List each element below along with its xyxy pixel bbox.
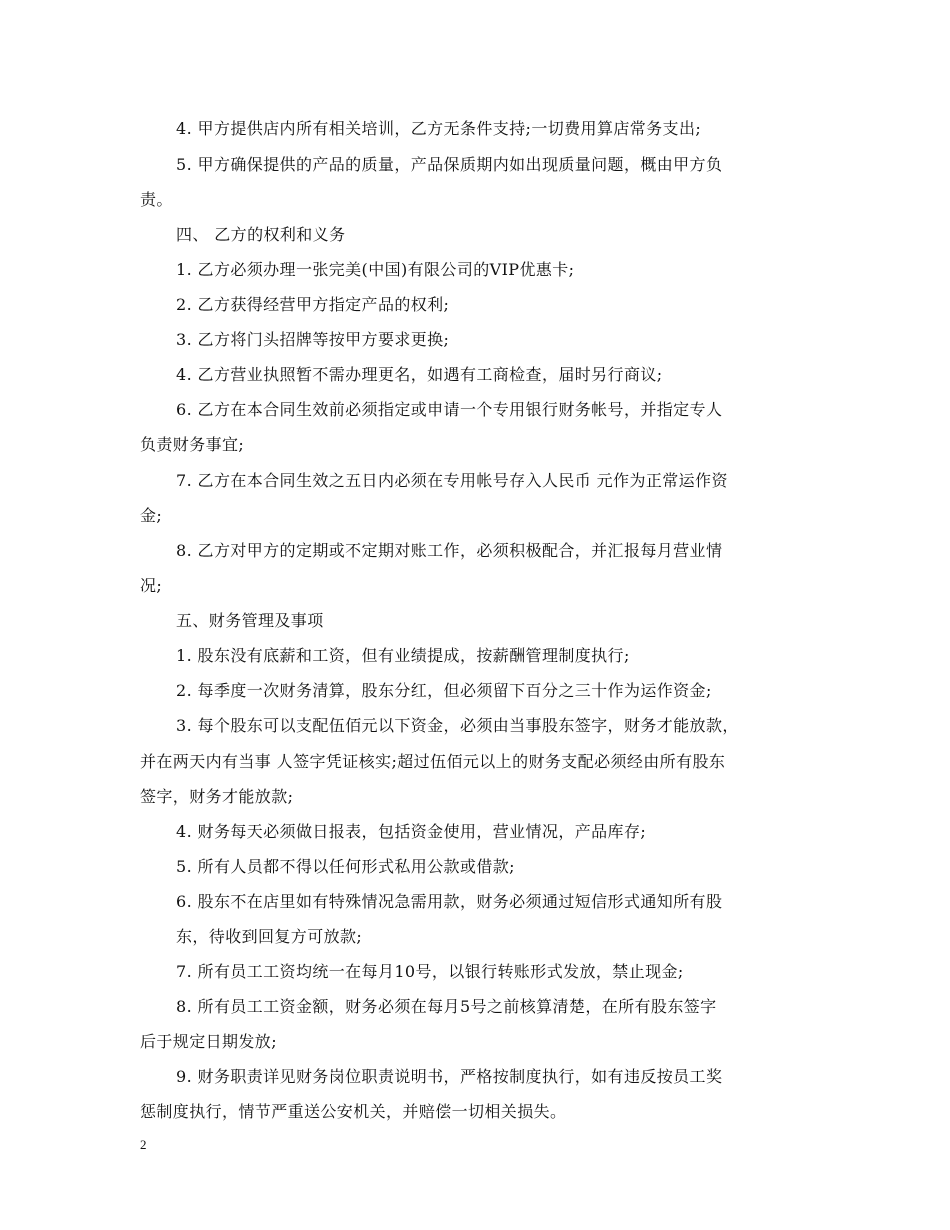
text-line: 7. 乙方在本合同生效之五日内必须在专用帐号存入人民币 元作为正常运作资: [176, 471, 728, 490]
text-line: 金;: [140, 506, 163, 525]
text-line: 4. 财务每天必须做日报表，包括资金使用，营业情况，产品库存;: [176, 822, 647, 841]
text-line: 6. 乙方在本合同生效前必须指定或申请一个专用银行财务帐号，并指定专人: [176, 400, 723, 419]
text-line: 1. 乙方必须办理一张完美(中国)有限公司的VIP优惠卡;: [176, 260, 575, 279]
text-line: 9. 财务职责详见财务岗位职责说明书，严格按制度执行，如有违反按员工奖: [176, 1067, 723, 1086]
text-line: 4. 乙方营业执照暂不需办理更名，如遇有工商检查，届时另行商议;: [176, 365, 663, 384]
text-line: 4. 甲方提供店内所有相关培训，乙方无条件支持;一切费用算店常务支出;: [176, 119, 702, 138]
text-line: 2. 每季度一次财务清算，股东分红，但必须留下百分之三十作为运作资金;: [176, 681, 712, 700]
section-heading: 五、财务管理及事项: [176, 611, 324, 630]
text-line: 1. 股东没有底薪和工资，但有业绩提成，按薪酬管理制度执行;: [176, 646, 630, 665]
text-line: 8. 乙方对甲方的定期或不定期对账工作，必须积极配合，并汇报每月营业情: [176, 541, 723, 560]
text-line: 8. 所有员工工资金额，财务必须在每月5号之前核算清楚，在所有股东签字: [176, 997, 717, 1016]
text-line: 6. 股东不在店里如有特殊情况急需用款，财务必须通过短信形式通知所有股: [176, 892, 723, 911]
text-line: 后于规定日期发放;: [140, 1032, 277, 1051]
text-line: 7. 所有员工工资均统一在每月10号，以银行转账形式发放，禁止现金;: [176, 962, 684, 981]
section-heading: 四、 乙方的权利和义务: [176, 225, 346, 244]
text-line: 负责财务事宜;: [140, 435, 245, 454]
text-line: 3. 乙方将门头招牌等按甲方要求更换;: [176, 330, 450, 349]
text-line: 5. 所有人员都不得以任何形式私用公款或借款;: [176, 857, 515, 876]
text-line: 3. 每个股东可以支配伍佰元以下资金，必须由当事股东签字，财务才能放款，: [176, 716, 739, 735]
text-line: 2. 乙方获得经营甲方指定产品的权利;: [176, 295, 450, 314]
text-line: 惩制度执行，情节严重送公安机关，并赔偿一切相关损失。: [140, 1102, 567, 1121]
text-line: 东，待收到回复方可放款;: [176, 927, 363, 946]
text-line: 并在两天内有当事 人签字凭证核实;超过伍佰元以上的财务支配必须经由所有股东: [140, 752, 726, 771]
text-line: 5. 甲方确保提供的产品的质量，产品保质期内如出现质量问题，概由甲方负: [176, 155, 723, 174]
text-line: 签字，财务才能放款;: [140, 787, 294, 806]
page-number: 2: [140, 1137, 147, 1152]
text-line: 况;: [140, 576, 163, 595]
text-line: 责。: [140, 190, 173, 209]
